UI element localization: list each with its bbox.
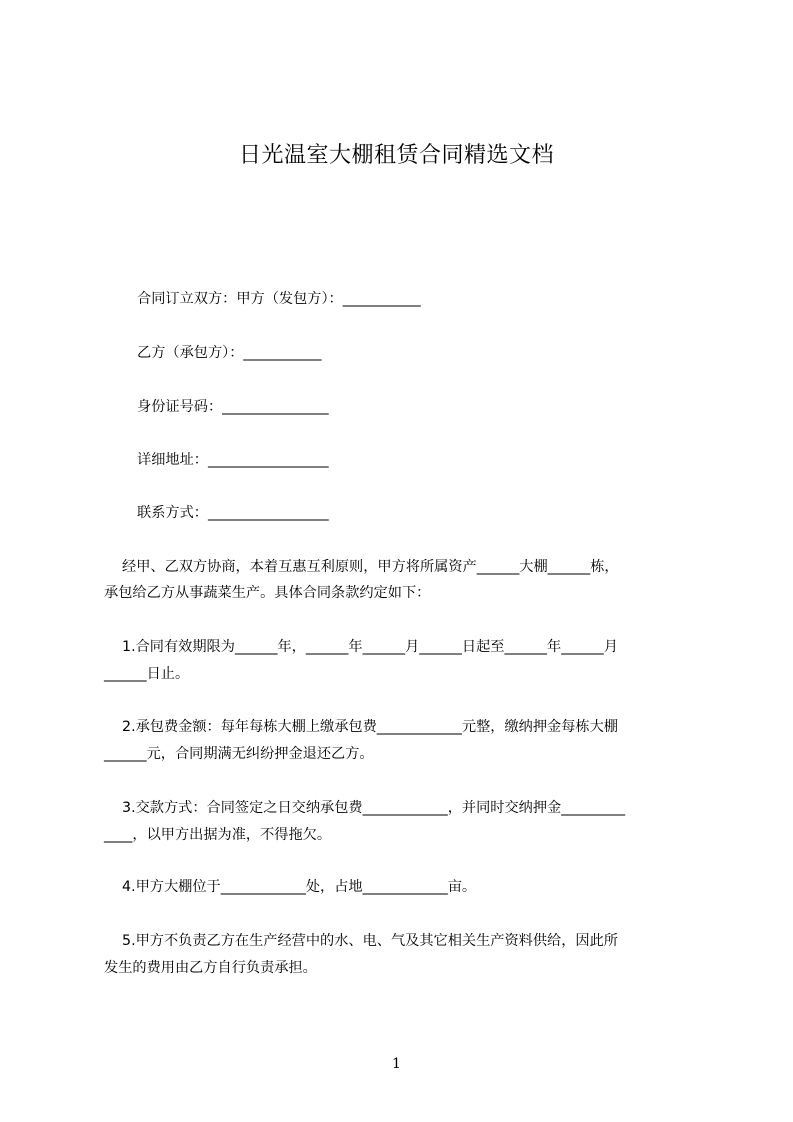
contact-field: 联系方式：_________________ (137, 505, 329, 521)
intro-paragraph-line-2: 承包给乙方从事蔬菜生产。具体合同条款约定如下： (104, 585, 431, 601)
party-b-field: 乙方（承包方）：___________ (137, 345, 322, 361)
clause-3-line-1: 3.交款方式：合同签定之日交纳承包费____________，并同时交纳押金_________ (104, 800, 626, 816)
clause-1-line-1: 1.合同有效期限为______年，______年______月______日起至______年______月 (104, 639, 618, 655)
clause-4-line-1: 4.甲方大棚位于____________处，占地____________亩。 (104, 879, 477, 895)
id-number-field: 身份证号码：_______________ (137, 399, 329, 415)
clause-3-line-2: ____，以甲方出据为准，不得拖欠。 (104, 827, 332, 843)
party-a-field: 合同订立双方：甲方（发包方）：___________ (137, 291, 421, 307)
page-number: 1 (392, 1056, 401, 1072)
clause-2-line-2: ______元，合同期满无纠纷押金退还乙方。 (104, 746, 374, 762)
address-field: 详细地址：_________________ (137, 452, 329, 468)
clause-5-line-2: 发生的费用由乙方自行负责承担。 (104, 960, 317, 976)
clause-1-line-2: ______日止。 (104, 666, 190, 682)
clause-5-line-1: 5.甲方不负责乙方在生产经营中的水、电、气及其它相关生产资料供给，因此所 (104, 933, 618, 949)
intro-paragraph-line-1: 经甲、乙双方协商，本着互惠互利原则，甲方将所属资产______大棚______栋， (104, 559, 619, 575)
clause-2-line-1: 2.承包费金额：每年每栋大棚上缴承包费____________元整，缴纳押金每栋大棚 (104, 719, 618, 735)
document-title: 日光温室大棚租赁合同精选文档 (238, 143, 554, 168)
